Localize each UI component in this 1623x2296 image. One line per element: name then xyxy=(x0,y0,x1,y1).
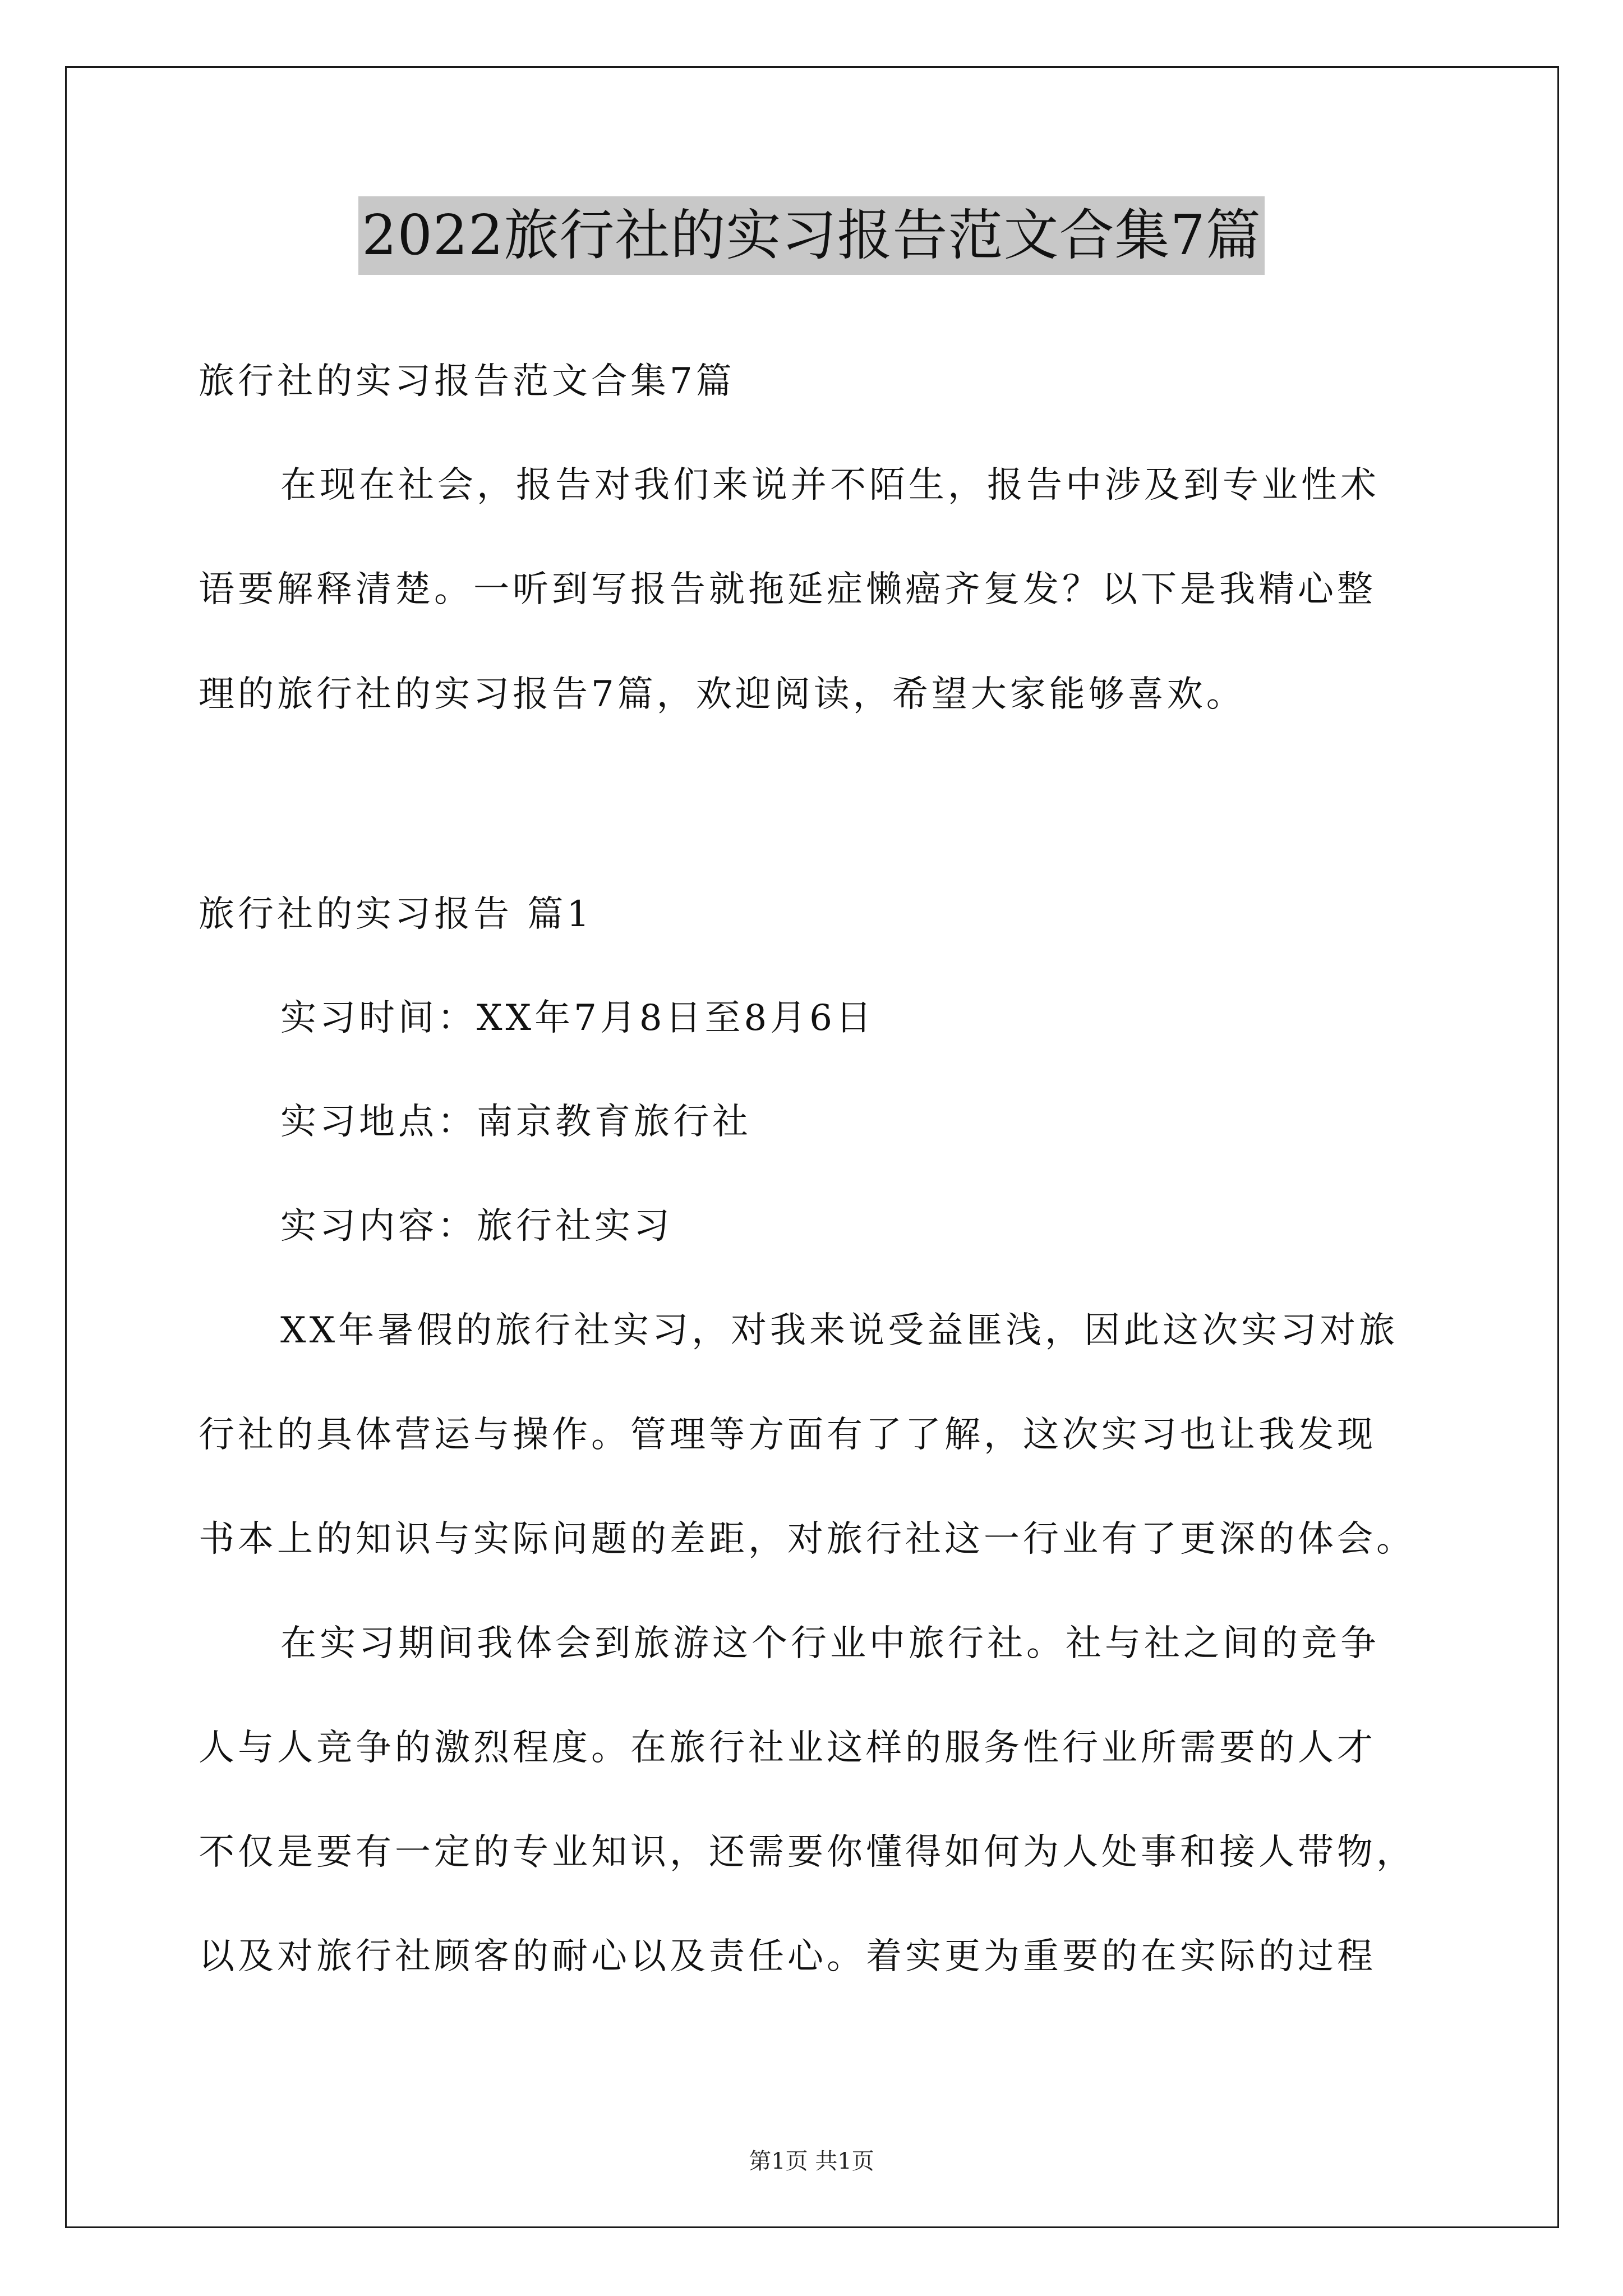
info-line-content: 实习内容：旅行社实习 xyxy=(280,1205,673,1247)
section-heading: 旅行社的实习报告 篇1 xyxy=(199,894,593,935)
paragraph1-line-3: 书本上的知识与实际问题的差距，对旅行社这一行业有了更深的体会。 xyxy=(199,1519,1415,1560)
intro-line-3: 理的旅行社的实习报告7篇，欢迎阅读，希望大家能够喜欢。 xyxy=(199,674,1246,715)
paragraph2-line-2: 人与人竞争的激烈程度。在旅行社业这样的服务性行业所需要的人才 xyxy=(199,1727,1376,1769)
paragraph1-line-2: 行社的具体营运与操作。管理等方面有了了解，这次实习也让我发现 xyxy=(199,1414,1376,1456)
page-footer: 第1页 共1页 xyxy=(749,2148,874,2174)
intro-line-1: 在现在社会，报告对我们来说并不陌生，报告中涉及到专业性术 xyxy=(280,464,1380,506)
paragraph1-line-1: XX年暑假的旅行社实习，对我来说受益匪浅，因此这次实习对旅 xyxy=(280,1310,1399,1351)
document-title: 2022旅行社的实习报告范文合集7篇 xyxy=(358,196,1265,275)
intro-line-2: 语要解释清楚。一听到写报告就拖延症懒癌齐复发？以下是我精心整 xyxy=(199,569,1376,610)
title-container xyxy=(0,196,1623,275)
paragraph2-line-1: 在实习期间我体会到旅游这个行业中旅行社。社与社之间的竞争 xyxy=(280,1623,1380,1664)
paragraph2-line-4: 以及对旅行社顾客的耐心以及责任心。着实更为重要的在实际的过程 xyxy=(199,1936,1376,1977)
info-line-location: 实习地点：南京教育旅行社 xyxy=(280,1101,751,1143)
document-subtitle: 旅行社的实习报告范文合集7篇 xyxy=(199,361,735,402)
paragraph2-line-3: 不仅是要有一定的专业知识，还需要你懂得如何为人处事和接人带物， xyxy=(199,1832,1415,1873)
info-line-time: 实习时间：XX年7月8日至8月6日 xyxy=(280,997,875,1039)
